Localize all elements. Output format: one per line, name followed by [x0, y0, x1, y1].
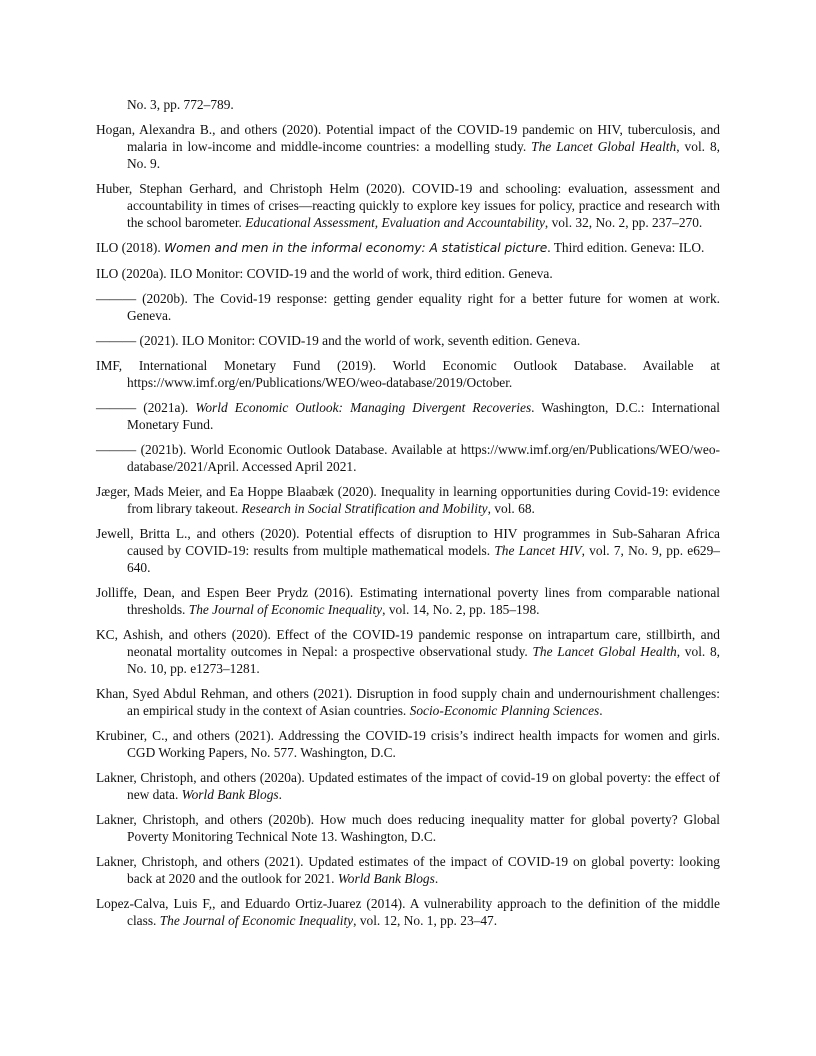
reference-text: .	[599, 703, 603, 718]
reference-entry	[96, 895, 720, 929]
reference-entry	[96, 811, 720, 845]
reference-text: ——— (2021a).	[96, 400, 196, 415]
reference-list	[96, 96, 720, 937]
reference-entry	[96, 265, 720, 282]
reference-text: ILO (2020a). ILO Monitor: COVID-19 and the world of work, third edition. Geneva.	[96, 266, 553, 281]
reference-text: Khan, Syed Abdul Rehman, and others (2021). Disruption in food supply chain and undernourishment challenges: an empirical study in the context of Asian countries.	[96, 686, 720, 718]
reference-title: Educational Assessment, Evaluation and Accountability	[245, 215, 545, 230]
reference-text: Lakner, Christoph, and others (2020b). How much does reducing inequality matter for global poverty? Global Poverty Monitoring Technical Note 13. Washington, D.C.	[96, 812, 720, 844]
reference-text: , vol. 68.	[487, 501, 535, 516]
reference-text: ——— (2021b). World Economic Outlook Database. Available at https://www.imf.org/en/Publications/WEO/weo-database/2021/April. Accessed April 2021.	[96, 442, 720, 474]
reference-title: World Bank Blogs	[181, 787, 279, 802]
reference-text: Hogan, Alexandra B., and others (2020). Potential impact of the COVID-19 pandemic on HIV, tuberculosis, and malaria in low-income and middle-income countries: a modelling study.	[96, 122, 720, 154]
reference-title: The Journal of Economic Inequality	[188, 602, 383, 617]
reference-text: .	[434, 871, 439, 886]
reference-text: , vol. 8, No. 10, pp. e1273–1281.	[127, 644, 720, 676]
reference-text: , vol. 8, No. 9.	[127, 139, 721, 171]
reference-text: Lopez-Calva, Luis F,, and Eduardo Ortiz-Juarez (2014). A vulnerability approach to the definition of the middle class.	[96, 896, 720, 928]
reference-entry	[96, 399, 720, 433]
reference-entry	[96, 626, 720, 677]
reference-text: . Third edition. Geneva: ILO.	[547, 240, 705, 255]
reference-text: KC, Ashish, and others (2020). Effect of the COVID-19 pandemic response on intrapartum care, stillbirth, and neonatal mortality outcomes in Nepal: a prospective observational study.	[96, 627, 720, 659]
reference-text: ILO (2018).	[96, 240, 165, 255]
reference-title: Socio-Economic Planning Sciences	[409, 703, 600, 718]
reference-title: The Lancet Global Health	[532, 644, 677, 659]
reference-entry	[96, 180, 720, 231]
reference-text: Jæger, Mads Meier, and Ea Hoppe Blaabæk (2020). Inequality in learning opportunities during Covid-19: evidence from library takeout.	[96, 484, 720, 516]
reference-entry	[96, 769, 720, 803]
reference-text: Jolliffe, Dean, and Espen Beer Prydz (2016). Estimating international poverty lines from comparable national thresholds.	[96, 585, 720, 617]
reference-entry	[96, 525, 720, 576]
reference-text: . Washington, D.C.: International Monetary Fund.	[127, 400, 721, 432]
reference-title: World Bank Blogs	[337, 871, 435, 886]
reference-title: Women and men in the informal economy: A statistical picture	[164, 241, 548, 255]
reference-text: Lakner, Christoph, and others (2021). Updated estimates of the impact of COVID-19 on global poverty: looking back at 2020 and the outlook for 2021.	[96, 854, 720, 886]
reference-title: Research in Social Stratification and Mobility	[241, 501, 488, 516]
reference-text: Jewell, Britta L., and others (2020). Potential effects of disruption to HIV programmes in Sub-Saharan Africa caused by COVID-19: results from multiple mathematical models.	[96, 526, 720, 558]
reference-text: Huber, Stephan Gerhard, and Christoph Helm (2020). COVID-19 and schooling: evaluation, assessment and accountability in times of crises—reacting quickly to explore key issues for policy, practice and research with the school barometer.	[96, 181, 720, 230]
reference-continuation	[96, 96, 720, 113]
reference-entry	[96, 685, 720, 719]
reference-title: The Lancet HIV	[494, 543, 582, 558]
reference-entry	[96, 357, 720, 391]
reference-text: .	[278, 787, 282, 802]
reference-title: World Economic Outlook: Managing Divergent Recoveries	[195, 400, 532, 415]
reference-title: The Lancet Global Health	[531, 139, 677, 154]
reference-text: IMF, International Monetary Fund (2019). World Economic Outlook Database. Available at https://www.imf.org/en/Publications/WEO/weo-database/2019/October.	[96, 358, 720, 390]
reference-entry	[96, 121, 720, 172]
reference-text: , vol. 12, No. 1, pp. 23–47.	[353, 913, 498, 928]
reference-entry	[96, 239, 720, 257]
reference-title: The Journal of Economic Inequality	[159, 913, 354, 928]
reference-text: ——— (2021). ILO Monitor: COVID-19 and the world of work, seventh edition. Geneva.	[96, 333, 581, 348]
reference-text: Krubiner, C., and others (2021). Addressing the COVID-19 crisis’s indirect health impacts for women and girls. CGD Working Papers, No. 577. Washington, D.C.	[96, 728, 720, 760]
reference-entry	[96, 332, 720, 349]
reference-text: Lakner, Christoph, and others (2020a). Updated estimates of the impact of covid-19 on global poverty: the effect of new data.	[96, 770, 720, 802]
reference-entry	[96, 290, 720, 324]
reference-entry	[96, 483, 720, 517]
reference-text: , vol. 14, No. 2, pp. 185–198.	[382, 602, 540, 617]
reference-entry	[96, 441, 720, 475]
reference-text: , vol. 7, No. 9, pp. e629–640.	[127, 543, 720, 575]
reference-text: ——— (2020b). The Covid-19 response: getting gender equality right for a better future for women at work. Geneva.	[96, 291, 720, 323]
reference-text: , vol. 32, No. 2, pp. 237–270.	[544, 215, 703, 230]
reference-entry	[96, 584, 720, 618]
reference-entry	[96, 853, 720, 887]
reference-entry	[96, 727, 720, 761]
reference-text: No. 3, pp. 772–789.	[127, 97, 234, 112]
